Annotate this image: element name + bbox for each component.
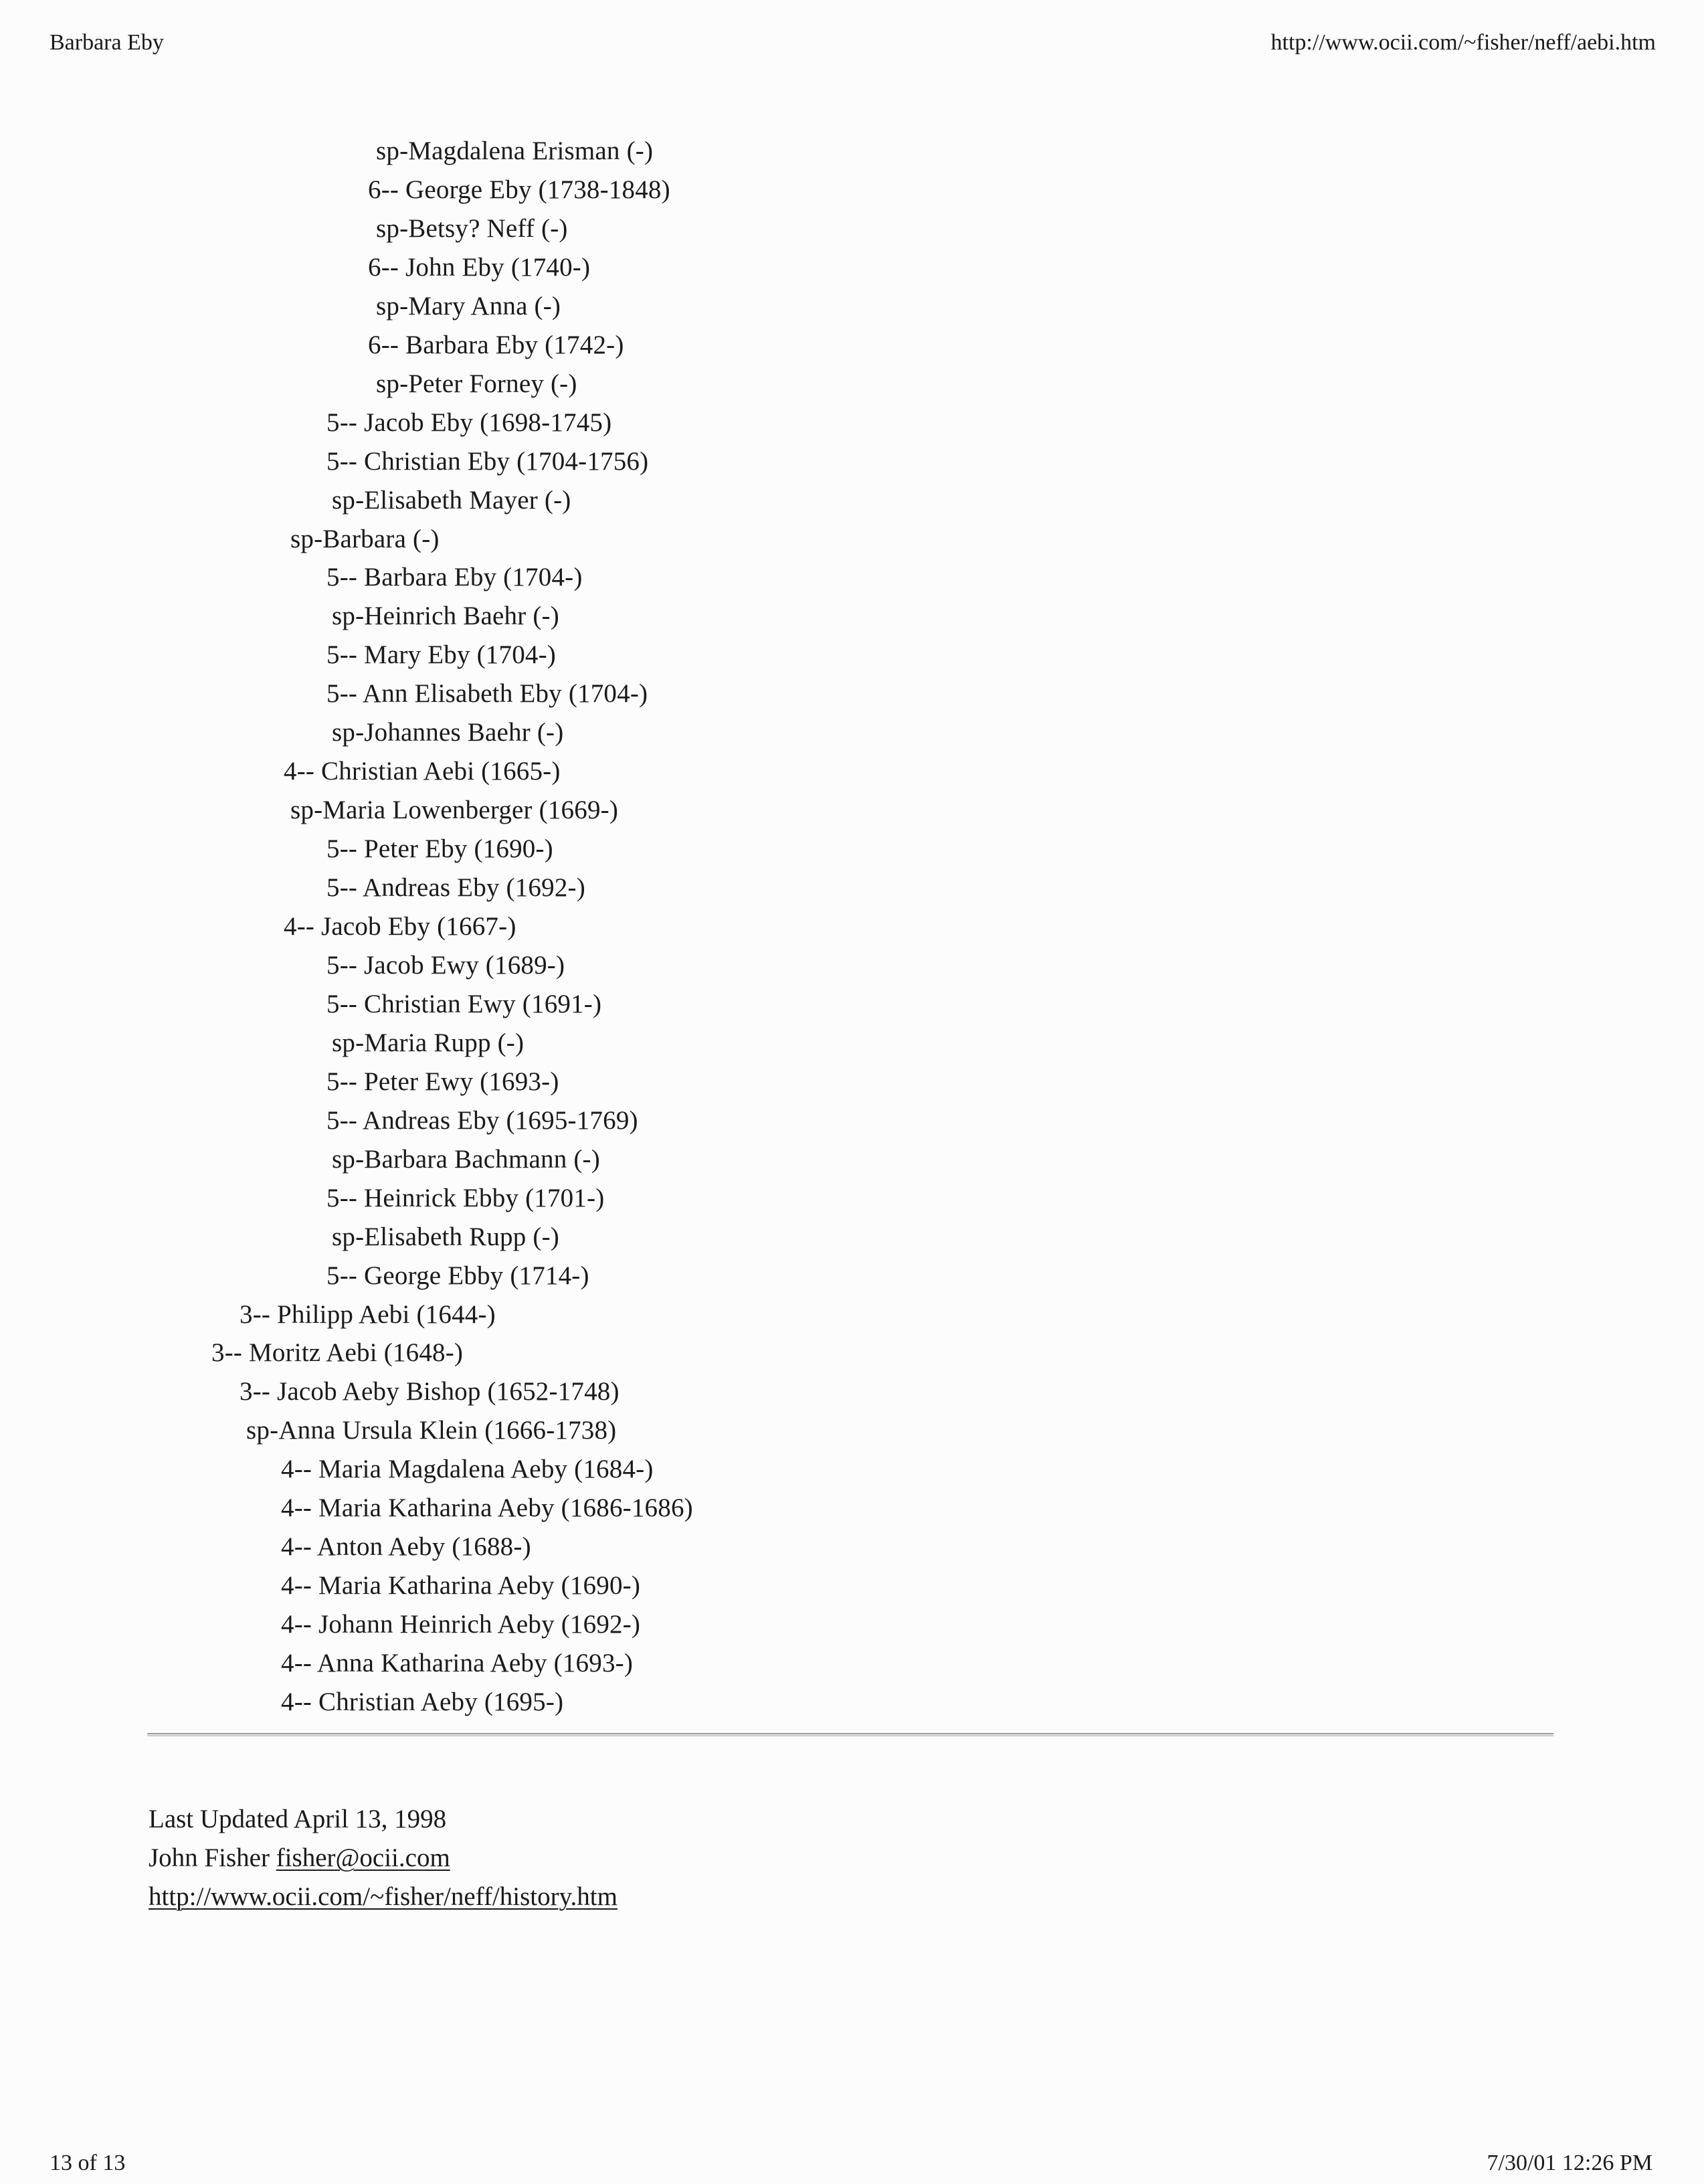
descendant-entry: 5-- Christian Eby (1704-1756) — [326, 447, 649, 476]
spouse-entry: sp-Barbara (-) — [290, 525, 440, 553]
spouse-entry: sp-Elisabeth Mayer (-) — [332, 486, 571, 515]
descendant-entry: 5-- Peter Eby (1690-) — [326, 834, 553, 863]
descendant-entry: 5-- Barbara Eby (1704-) — [326, 563, 583, 592]
spouse-entry: sp-Maria Rupp (-) — [332, 1028, 525, 1057]
descendant-entry: 4-- Maria Katharina Aeby (1686-1686) — [281, 1493, 693, 1522]
descendant-entry: 5-- Peter Ewy (1693-) — [326, 1067, 559, 1096]
spouse-entry: sp-Maria Lowenberger (1669-) — [290, 796, 619, 824]
descendant-entry: 6-- Barbara Eby (1742-) — [368, 331, 624, 359]
spouse-entry: sp-Mary Anna (-) — [376, 292, 561, 321]
page-header-url: http://www.ocii.com/~fisher/neff/aebi.htm — [1270, 30, 1656, 55]
page-footer-block — [149, 1800, 618, 1916]
descendant-entry: 3-- Jacob Aeby Bishop (1652-1748) — [240, 1377, 620, 1406]
author-email-link[interactable]: fisher@ocii.com — [276, 1843, 450, 1872]
descendant-entry: 5-- Andreas Eby (1692-) — [326, 873, 585, 902]
descendant-entry: 4-- Christian Aeby (1695-) — [281, 1688, 564, 1716]
descendant-entry: 3-- Philipp Aebi (1644-) — [240, 1300, 496, 1329]
descendant-entry: 5-- George Ebby (1714-) — [326, 1261, 589, 1290]
descendant-entry: 6-- John Eby (1740-) — [368, 253, 591, 282]
descendant-entry: 4-- Jacob Eby (1667-) — [284, 912, 516, 941]
page-count: 13 of 13 — [50, 2151, 126, 2175]
descendant-entry: 4-- Anna Katharina Aeby (1693-) — [281, 1649, 634, 1677]
history-link[interactable]: http://www.ocii.com/~fisher/neff/history.htm — [149, 1882, 618, 1911]
descendant-entry: 6-- George Eby (1738-1848) — [368, 175, 670, 204]
spouse-entry: sp-Betsy? Neff (-) — [376, 214, 568, 243]
spouse-entry: sp-Heinrich Baehr (-) — [332, 602, 559, 630]
page-header-title: Barbara Eby — [50, 30, 164, 55]
horizontal-rule — [147, 1733, 1553, 1736]
descendant-entry: 4-- Anton Aeby (1688-) — [281, 1532, 531, 1561]
descendant-entry: 5-- Jacob Ewy (1689-) — [326, 951, 565, 980]
last-updated: Last Updated April 13, 1998 — [149, 1805, 447, 1833]
spouse-entry: sp-Peter Forney (-) — [376, 369, 577, 398]
descendant-entry: 4-- Johann Heinrich Aeby (1692-) — [281, 1610, 641, 1639]
print-timestamp: 7/30/01 12:26 PM — [1487, 2151, 1652, 2175]
author-line — [149, 1839, 618, 1878]
descendant-entry: 5-- Christian Ewy (1691-) — [326, 990, 602, 1018]
spouse-entry: sp-Magdalena Erisman (-) — [376, 136, 654, 165]
descendant-entry: 5-- Ann Elisabeth Eby (1704-) — [326, 679, 648, 708]
descendant-entry: 4-- Christian Aebi (1665-) — [284, 757, 561, 786]
descendant-entry: 5-- Jacob Eby (1698-1745) — [326, 408, 612, 437]
spouse-entry: sp-Anna Ursula Klein (1666-1738) — [246, 1416, 617, 1445]
descendant-entry: 4-- Maria Katharina Aeby (1690-) — [281, 1571, 641, 1600]
author-name: John Fisher — [149, 1843, 270, 1872]
descendant-entry: 4-- Maria Magdalena Aeby (1684-) — [281, 1455, 654, 1483]
descendant-entry: 5-- Andreas Eby (1695-1769) — [326, 1106, 638, 1135]
spouse-entry: sp-Barbara Bachmann (-) — [332, 1145, 600, 1174]
descendant-entry: 5-- Heinrick Ebby (1701-) — [326, 1184, 605, 1212]
descendant-entry: 5-- Mary Eby (1704-) — [326, 640, 556, 669]
history-line — [149, 1878, 618, 1916]
spouse-entry: sp-Johannes Baehr (-) — [332, 718, 564, 747]
spouse-entry: sp-Elisabeth Rupp (-) — [332, 1222, 559, 1251]
descendant-entry: 3-- Moritz Aebi (1648-) — [211, 1338, 464, 1367]
